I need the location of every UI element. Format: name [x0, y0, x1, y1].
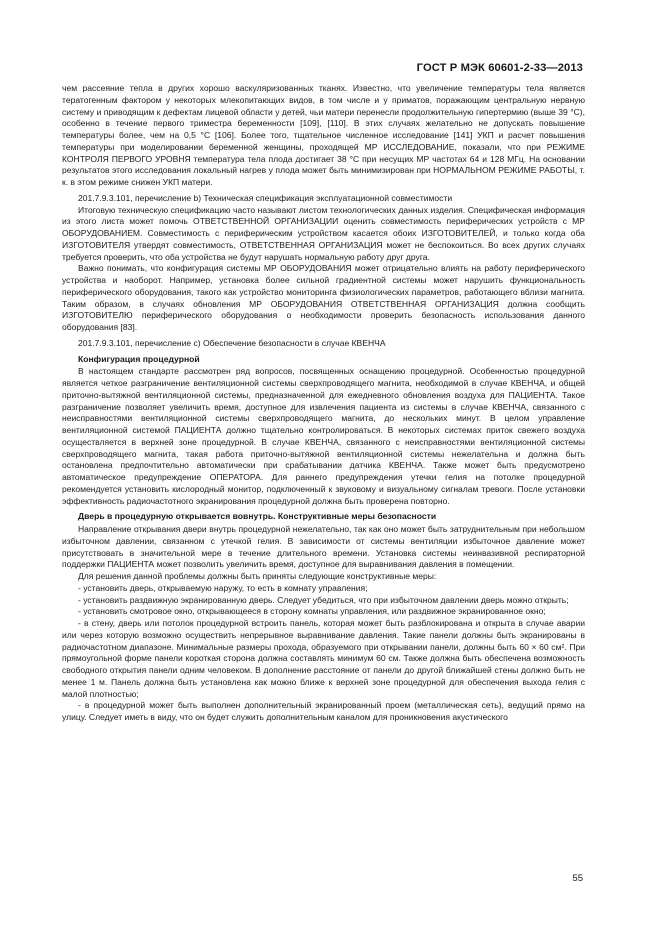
paragraph-measures-intro: Для решения данной проблемы должны быть приняты следующие конструктивные меры:: [78, 571, 437, 581]
document-header: ГОСТ Р МЭК 60601-2-33—2013: [416, 62, 583, 74]
paragraph-room-config: В настоящем стандарте рассмотрен ряд вопросов, посвященных оснащению процедурной. Особенностью процедурной является четкое разграничение вентиляционной системы сверхпроводящего магнита, необходимой в случае КВЕНЧА, и общей приточно-вытяжной вентиляционной системы, предназначенной для ежедневного обновления воздуха для ПАЦИЕНТА. Такое разграничение позволяет увеличить время, доступное для извлечения пациента из системы в случае КВЕНЧА, связанного с неисправностями вентиляционной системы сверхпроводящего магнита, до нескольких минут. В целом управление вентиляционной системой ПАЦИЕНТА должно тщательно контролироваться. В некоторых системах приток свежего воздуха осуществляется в верхней зоне процедурной. В случае КВЕНЧА, связанного с неисправностями вентиляционной системы сверхпроводящего магнита, такая работа приточно-вытяжной вентиляционной системы нежелательна и должна быть остановлена предпочтительно автоматически при срабатывании датчика КВЕНЧА. Также может быть предусмотрено автоматическое предупреждение ОПЕРАТОРА. Для раннего предупреждения утечки гелия на потолке процедурной рекомендуется установить кислородный монитор, подключенный к звуковому и визуальному сигналам тревоги. После установки эффективность радиочастотного экранирования процедурной должна быть проверена повторно.: [62, 366, 585, 506]
page-number: 55: [572, 873, 583, 884]
paragraph-config-impact: Важно понимать, что конфигурация системы МР ОБОРУДОВАНИЯ может отрицательно влиять на работу периферического устройства и наоборот. Например, установка более сильной градиентной системы может нарушить функциональность периферического оборудования, такого как устройство мониторинга физиологических параметров, работающего вблизи магнита. Таким образом, в случаях обновления МР ОБОРУДОВАНИЯ ОТВЕТСТВЕННАЯ ОРГАНИЗАЦИЯ должна сообщить ИЗГОТОВИТЕЛЮ периферического оборудования о необходимости проверить безопасность использования данного оборудования [83].: [62, 263, 585, 332]
section-heading-door: Дверь в процедурную открывается вовнутрь. Конструктивные меры безопасности: [78, 511, 437, 522]
list-item-window: - установить смотровое окно, открывающееся в сторону комнаты управления, или раздвижное экранированное окно;: [78, 606, 546, 617]
list-item-panel: - в стену, дверь или потолок процедурной встроить панель, которая может быть разблокирована и открыта в случае аварии или через которую возможно осуществить непрерывное выравнивание давления. Такие панели должны быть экранированы в радиочастотном диапазоне. Минимальные размеры прохода, образуемого при открывании панели, должны быть 60 × 60 см². При прямоугольной форме панели короткая сторона должна составлять минимум 60 см. Также должна быть обеспечена возможность свободного открытия панели одним человеком. В дополнение расстояние от панели до другой ближайшей стены должно быть не менее 1 м. Панель должна быть установлена как можно ближе к верхней зоне процедурной для обеспечения выхода гелия с малой плотностью;: [62, 618, 585, 699]
list-item-opening: - в процедурной может быть выполнен дополнительный экранированный проем (металлическая сеть), ведущий прямо на улицу. Следует иметь в виду, что он будет служить дополнительным каналом для проникновения акустического: [62, 700, 585, 722]
paragraph-clause-c: 201.7.9.3.101, перечисление с) Обеспечение безопасности в случае КВЕНЧА: [78, 337, 386, 348]
paragraph-door: Направление открывания двери внутрь процедурной нежелательно, так как оно может быть затруднительным при небольшом избыточном давлении, связанном с утечкой гелия. В зависимости от системы вентиляции избыточное давление может присутствовать в значительной мере в течение длительного времени. Установка системы неинвазивной респираторной поддержки ПАЦИЕНТА может позволить увеличить время, доступное для выравнивания давления в помещении.: [62, 524, 585, 570]
paragraph-clause-b: 201.7.9.3.101, перечисление b) Техническая спецификация эксплуатационной совместимости: [78, 192, 453, 203]
paragraph-spec: Итоговую техническую спецификацию часто называют листом технологических данных изделия. Специфическая информация из этого листа может помочь ОТВЕТСТВЕННОЙ ОРГАНИЗАЦИИ оценить совместимость периферических устройств с МР ОБОРУДОВАНИЕМ. Совместимость с периферическим устройством касается обоих ИЗГОТОВИТЕЛЕЙ, и только когда оба ИЗГОТОВИТЕЛЯ утвердят совместимость, ОТВЕТСТВЕННАЯ ОРГАНИЗАЦИЯ может не беспокоиться. Во всех других случаях требуется проверить, что оба устройства не будут нарушать нормальную работу друг друга.: [62, 204, 585, 262]
list-item-sliding-door: - установить раздвижную экранированную дверь. Следует убедиться, что при избыточном давлении дверь можно открыть;: [78, 594, 569, 605]
list-item-door-outward: - установить дверь, открываемую наружу, то есть в комнату управления;: [78, 582, 368, 593]
document-body: [62, 83, 585, 724]
section-heading-room-config: Конфигурация процедурной: [78, 353, 200, 364]
paragraph-thermal: чем рассеяние тепла в других хорошо васкуляризованных тканях. Известно, что увеличение температуры тела является тератогенным фактором у некоторых млекопитающих видов, в том числе и у приматов, поражающим центральную нервную систему и приводящим к дефектам лицевой области у детей, чьи матери перенесли продолжительную гипертермию (выше 39 °С), особенно в течение первого триместра беременности [109], [110]. В этих случаях желательно не допускать повышение температуры более, чем на 0,5 °С [106]. Более того, тщательное численное исследование [141] УКП и расчет повышения температуры при моделировании беременной женщины, проходящей МР ИССЛЕДОВАНИЕ, показали, что при РЕЖИМЕ КОНТРОЛЯ ПЕРВОГО УРОВНЯ температура тела плода достигает 38 °С при несущих МР частотах 64 и 128 МГц. На основании результатов этого исследования локальный нагрев у плода может быть минимизирован при НОРМАЛЬНОМ РЕЖИМЕ РАБОТЫ, т. к. в этом режиме снижен УКП матери.: [62, 83, 585, 187]
